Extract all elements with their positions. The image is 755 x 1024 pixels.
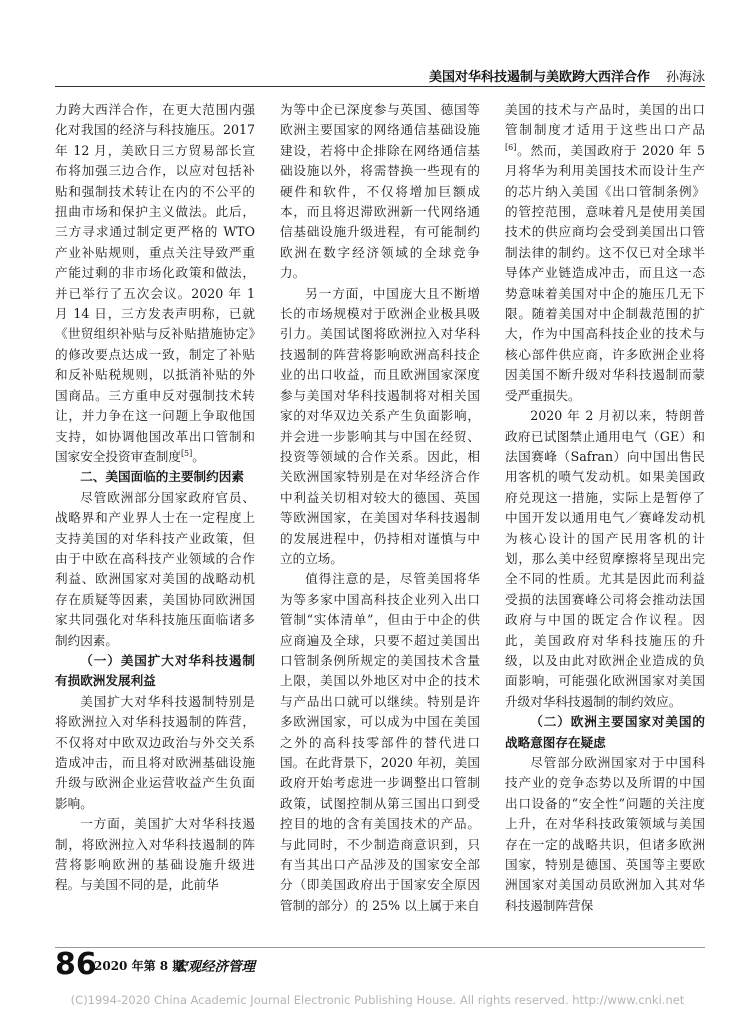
section-heading: 二、美国面临的主要制约因素 <box>80 469 244 485</box>
paragraph: 为等中企已深度参与英国、德国等欧洲主要国家的网络通信基础设施建设，若将中企排除在网络通信基础设施以外，将需替换一些现有的硬件和软件，不仅将增加巨额成本，而且将迟滞欧洲新一代网络通信基础设施升级进程，有可能制约欧洲在数字经济领域的全球竞争力。 <box>280 102 480 281</box>
paragraph-end: 。 <box>192 448 205 464</box>
paragraph: 2020 年 2 月初以来，特朗普政府已试图禁止通用电气（GE）和法国赛峰（Safran）向中国出售民用客机的喷气发动机。如果美国政府兑现这一措施，实际上是暂停了中国开发以通用电气／赛峰发动机为核心设计的国产民用客机的计划，那么美中经贸摩擦将呈现出完全不同的性质。尤其是因此而利益受损的法国赛峰公司将会推动法国政府与中国的既定合作议程。因此，美国政府对华科技施压的升级，以及由此对欧洲企业造成的负面影响，可能强化欧洲国家对美国升级对华科技遏制的制约效应。 <box>505 408 705 709</box>
journal-name: 宏观经济管理 <box>174 959 255 975</box>
header-author: 孙海泳 <box>665 70 705 85</box>
column-2 <box>280 100 480 935</box>
header-title: 美国对华科技遏制与美欧跨大西洋合作 <box>428 70 650 85</box>
paragraph <box>505 100 705 406</box>
footer-rule <box>55 947 705 948</box>
paragraph-text: 力跨大西洋合作，在更大范围内强化对我国的经济与科技施压。2017 年 12 月，美欧日三方贸易部长宣布将加强三边合作，以应对包括补贴和强制技术转让在内的不公平的扭曲市场和保护主义做法。此后，三方寻求通过制定更严格的 WTO 产业补贴规则，重点关注导致严重产能过剩的非市场化政策和做法，并已举行了五次会议。2020 年 1 月 14 日，三方发表声明称，已就《世贸组织补贴与反补贴措施协定》的修改要点达成一致，制定了补贴和反补贴税规则，以抵消补贴的外国商品。三方重申反对强制技术转让，并力争在这一问题上争取他国支持，如协调他国改革出口管制和国家安全投资审查制度 <box>55 102 255 464</box>
copyright-notice: (C)1994-2020 China Academic Journal Electronic Publishing House. All rights reserved. http://www.cnki.net <box>70 993 685 1007</box>
paragraph-end: 。然而，美国政府于 2020 年 5 月将华为利用美国技术而设计生产的芯片纳入美国《出口管制条例》的管控范围，意味着凡是使用美国技术的供应商均会受到美国出口管制法律的制约。这不仅已对全球半导体产业链造成冲击，而且这一态势意味着美国对中企的施压几无下限。随着美国对中企制裁范围的扩大，作为中国高科技企业的技术与核心部件供应商，许多欧洲企业将因美国不断升级对华科技遏制而蒙受严重损失。 <box>505 142 705 403</box>
header-rule <box>55 86 705 87</box>
running-header <box>55 66 705 84</box>
page-number: 86 <box>55 947 97 982</box>
subsection-heading: （一）美国扩大对华科技遏制有损欧洲发展利益 <box>55 652 255 689</box>
paragraph: 美国扩大对华科技遏制特别是将欧洲拉入对华科技遏制的阵营，不仅将对中欧双边政治与外交关系造成冲击，而且将对欧洲基础设施升级与欧洲企业运营收益产生负面影响。 <box>55 693 255 811</box>
subsection-heading: （二）欧洲主要国家对美国的战略意图存在疑虑 <box>505 714 705 750</box>
issue-label: 2020 年第 8 期 <box>94 959 185 973</box>
column-3 <box>505 100 705 935</box>
paragraph: 尽管部分欧洲国家对于中国科技产业的竞争态势以及所谓的中国出口设备的“安全性”问题的关注度上升，在对华科技政策领域与美国存在一定的战略共识，但诸多欧洲国家，特别是德国、英国等主要欧洲国家对美国动员欧洲加入其对华科技遏制阵营保 <box>505 755 705 913</box>
paragraph: 一方面，美国扩大对华科技遏制，将欧洲拉入对华科技遏制的阵营将影响欧洲的基础设施升级进程。与美国不同的是，此前华 <box>55 816 255 893</box>
citation-ref: [5] <box>180 448 193 458</box>
paragraph: 值得注意的是，尽管美国将华为等多家中国高科技企业列入出口管制“实体清单”，但由于中企的供应商遍及全球，只要不超过美国出口管制条例所规定的美国技术含量上限，美国以外地区对中企的技术与产品出口就可以继续。特别是许多欧洲国家，可以成为中国在美国之外的高科技零部件的替代进口国。在此背景下，2020 年初，美国政府开始考虑进一步调整出口管制政策，试图控制从第三国出口到受控目的地的含有美国技术的产品。与此同时，不少制造商意识到，只有当其出口产品涉及的国家安全部分（即美国政府出于国家安全原因管制的部分）的 25% 以上属于来自 <box>280 571 480 913</box>
paragraph: 另一方面，中国庞大且不断增长的市场规模对于欧洲企业极具吸引力。美国试图将欧洲拉入对华科技遏制的阵营将影响欧洲高科技企业的出口收益，而且欧洲国家深度参与美国对华科技遏制将对相关国家的对华双边关系产生负面影响，并会进一步影响其与中国在经贸、投资等领域的合作关系。因此，相关欧洲国家特别是在对华经济合作中利益关切相对较大的德国、英国等欧洲国家，在美国对华科技遏制的发展进程中，仍持相对谨慎与中立的立场。 <box>280 285 480 566</box>
paragraph-text: 美国的技术与产品时，美国的出口管制制度才适用于这些出口产品 <box>505 102 705 138</box>
paragraph: 尽管欧洲部分国家政府官员、战略界和产业界人士在一定程度上支持美国的对华科技产业政策，但由于中欧在高科技产业领域的合作利益、欧洲国家对美国的战略动机存在质疑等因素，美国协同欧洲国家共同强化对华科技施压面临诸多制约因素。 <box>55 489 255 648</box>
paragraph <box>55 100 255 467</box>
citation-ref: [6] <box>505 142 517 152</box>
column-1 <box>55 100 255 935</box>
